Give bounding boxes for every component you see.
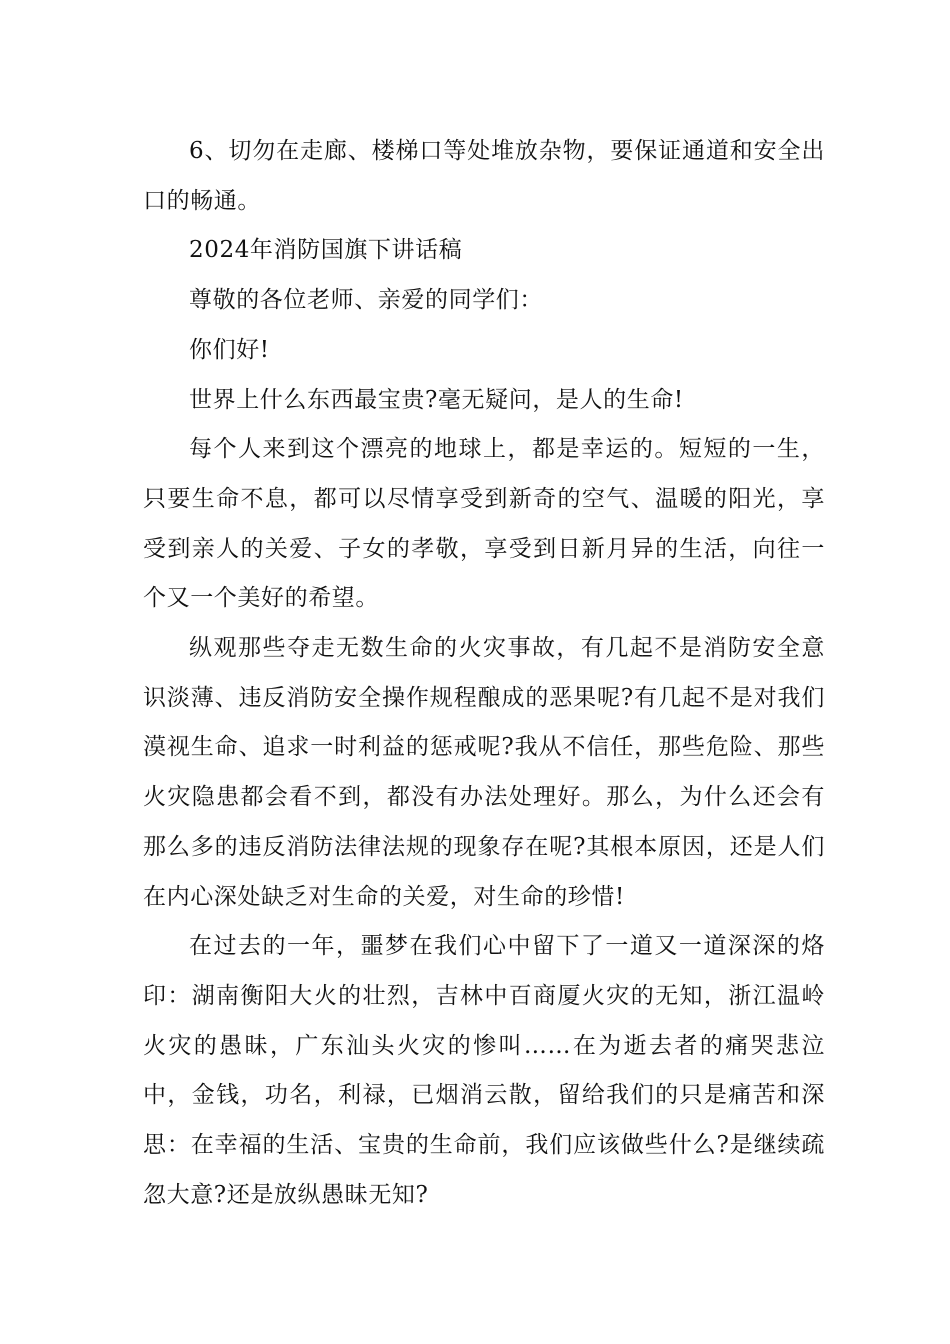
paragraph-fire-accidents: 纵观那些夺走无数生命的火灾事故，有几起不是消防安全意识淡薄、违反消防安全操作规程酿成的恶果呢?有几起不是对我们漠视生命、追求一时利益的惩戒呢?我从不信任，那些危险、那些火灾隐患都会看不到，都没有办法处理好。那么，为什么还会有那么多的违反消防法律法规的现象存在呢?其根本原因，还是人们在内心深处缺乏对生命的关爱，对生命的珍惜! <box>143 635 825 910</box>
paragraph-life: 每个人来到这个漂亮的地球上，都是幸运的。短短的一生，只要生命不息，都可以尽情享受到新奇的空气、温暖的阳光，享受到亲人的关爱、子女的孝敬，享受到日新月异的生活，向往一个又一个美好的希望。 <box>143 436 825 612</box>
greeting: 你们好! <box>189 336 270 363</box>
paragraph-safety-tip-6: 6、切勿在走廊、楼梯口等处堆放杂物，要保证通道和安全出口的畅通。 <box>143 138 825 214</box>
document-body <box>143 127 825 1220</box>
speech-title: 2024年消防国旗下讲话稿 <box>189 237 463 264</box>
salutation: 尊敬的各位老师、亲爱的同学们： <box>189 287 543 314</box>
paragraph-past-year: 在过去的一年，噩梦在我们心中留下了一道又一道深深的烙印：湖南衡阳大火的壮烈，吉林中百商厦火灾的无知，浙江温岭火灾的愚昧，广东汕头火灾的惨叫……在为逝去者的痛哭悲泣中，金钱，功名，利禄，已烟消云散，留给我们的只是痛苦和深思：在幸福的生活、宝贵的生命前，我们应该做些什么?是继续疏忽大意?还是放纵愚昧无知? <box>143 933 825 1208</box>
paragraph-question: 世界上什么东西最宝贵?毫无疑问，是人的生命! <box>189 386 684 413</box>
